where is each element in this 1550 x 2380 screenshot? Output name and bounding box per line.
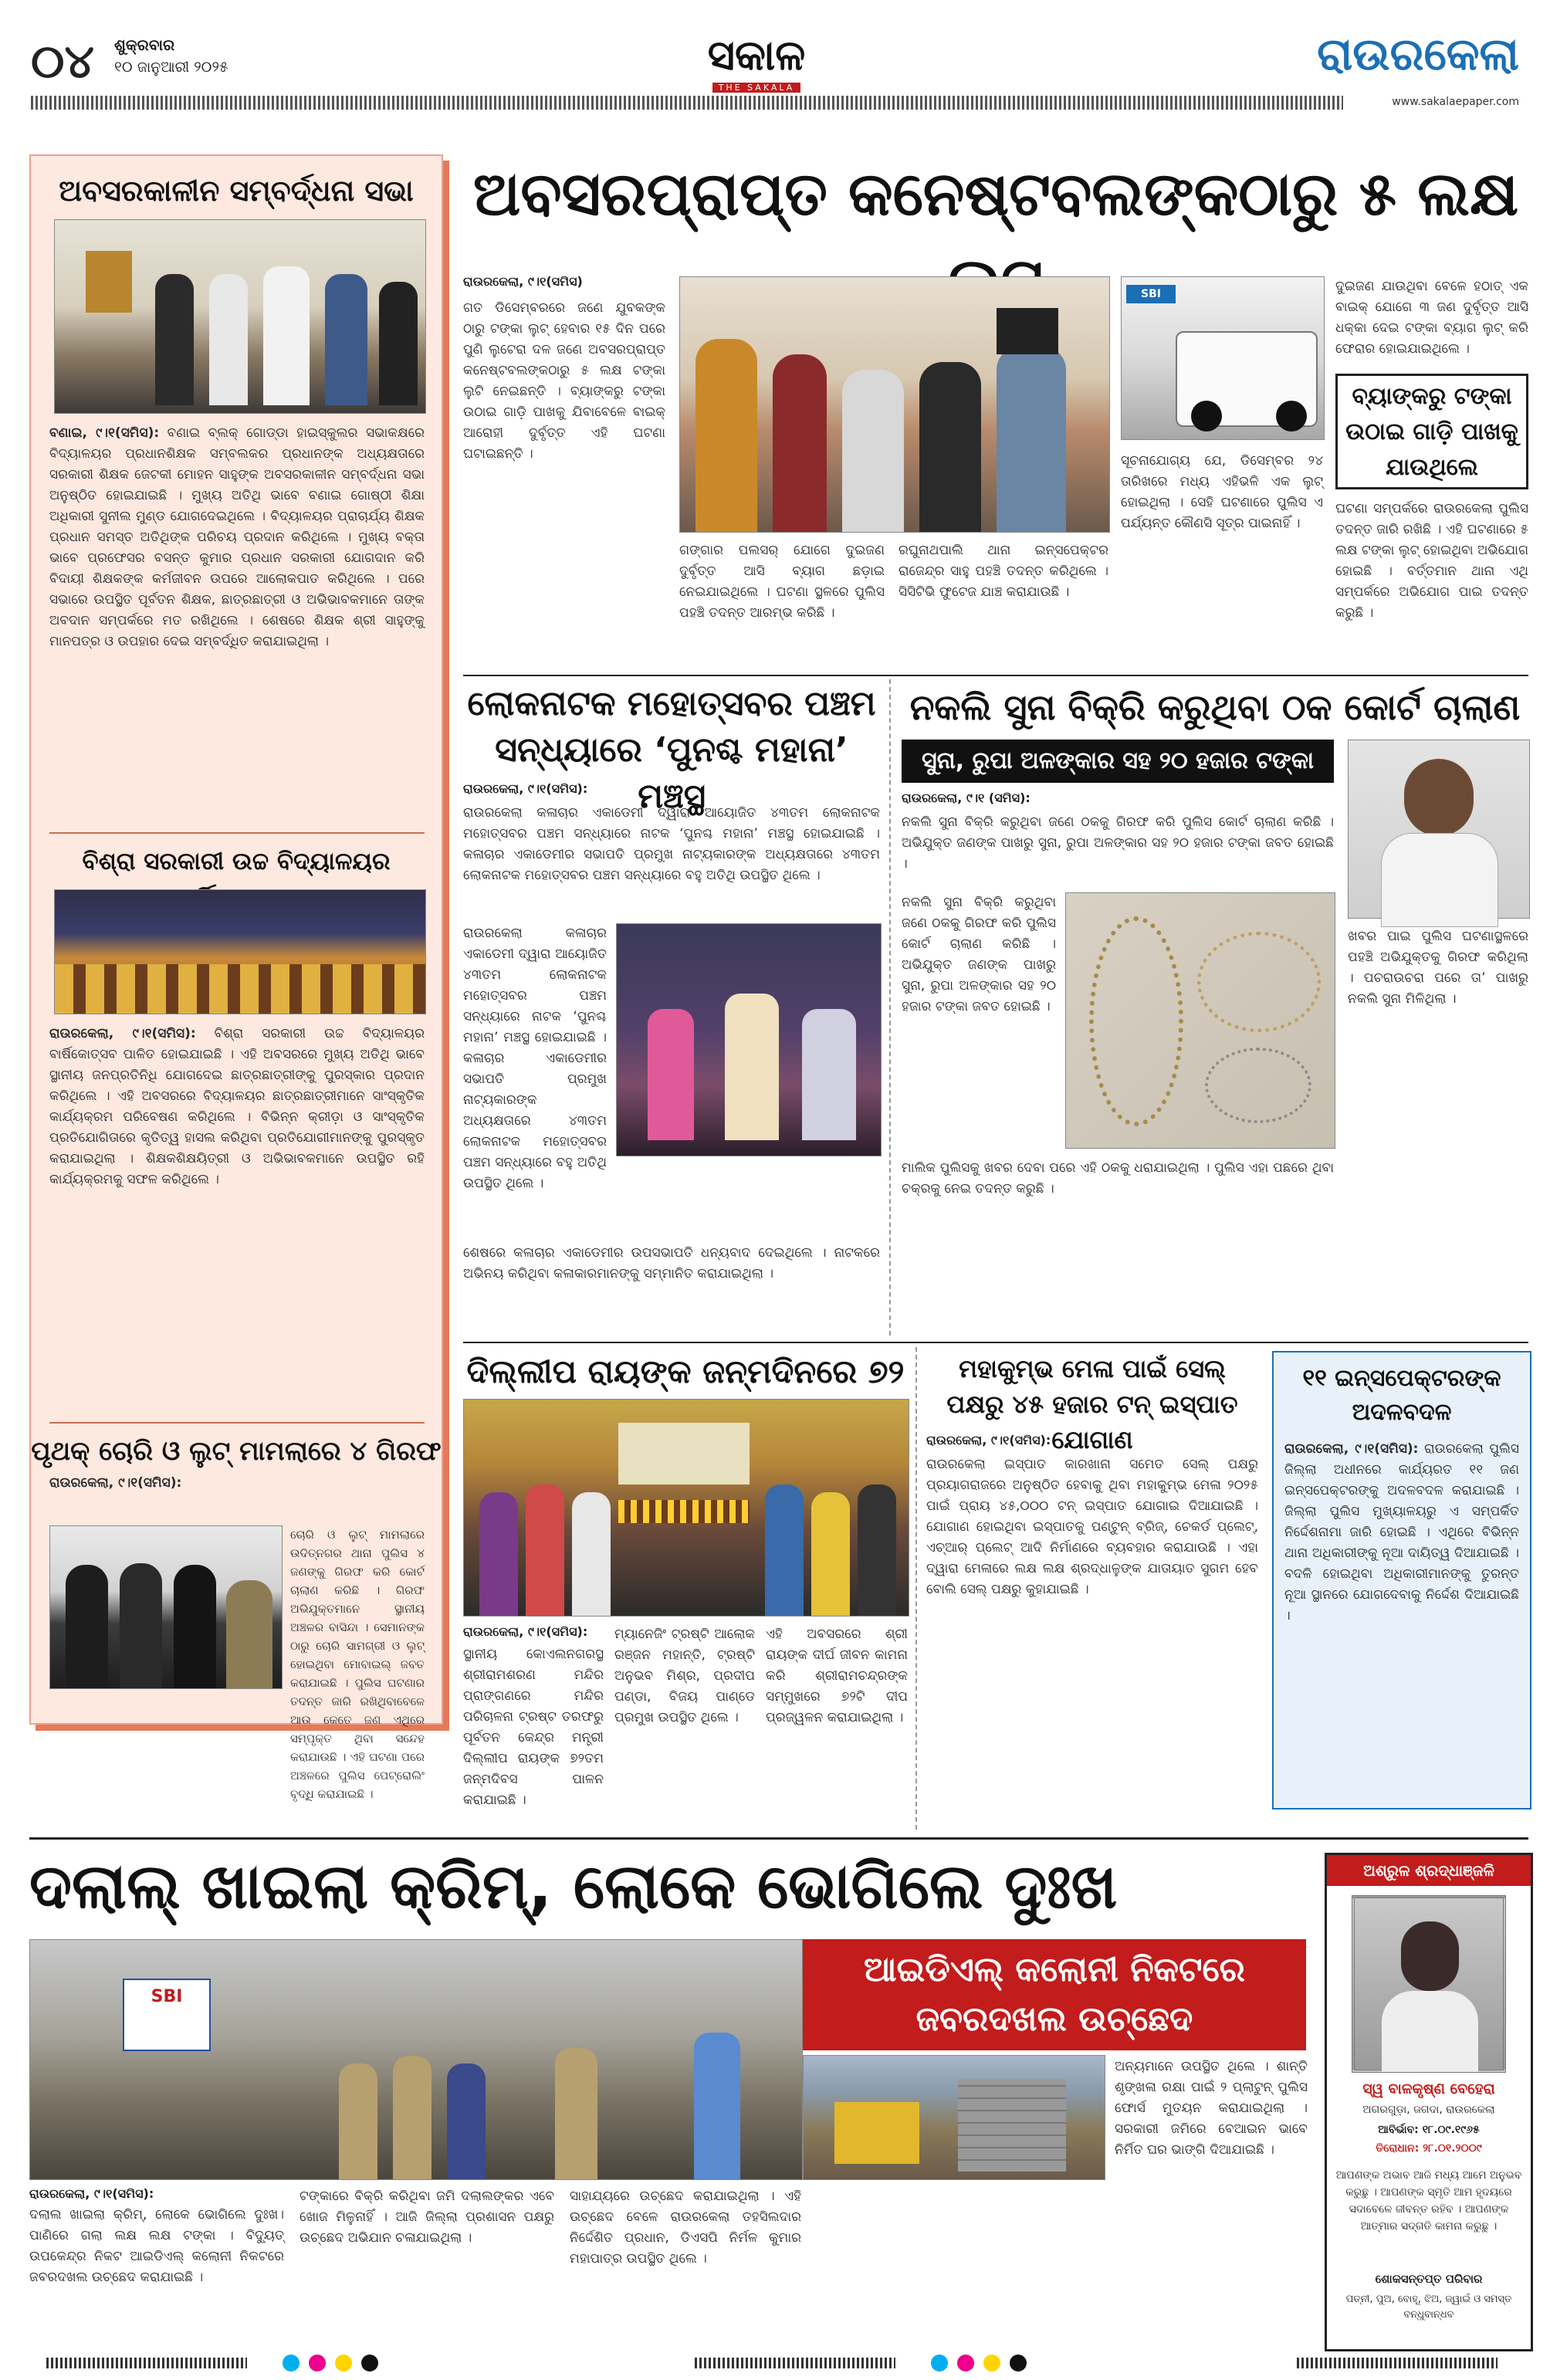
column-rule [889,679,891,1336]
arrest-photo [49,1525,283,1689]
lokanatak-body-top: ରାଉରକେଲା କଳାଚାର ଏକାଡେମୀ ଦ୍ୱାରା ଆୟୋଜିତ ୪୩ତମ ଲୋକନାଟକ ମହୋତ୍ସବର ପଞ୍ଚମ ସନ୍ଧ୍ୟାରେ ନାଟକ ‘ପୁନଶ୍ଚ ମହାନା’ ମଞ୍ଚସ୍ଥ ହୋଇଯାଇଛି । କଳାଚାର ଏକାଡେମୀର ସଭାପତି ପ୍ରମୁଖ ନାଟ୍ୟକାରଙ୍କ ଅଧ୍ୟକ୍ଷତାରେ ୪୩ତମ ଲୋକନାଟକ ମହୋତ୍ସବର ପଞ୍ଚମ ସନ୍ଧ୍ୟାରେ ବହୁ ଅତିଥି ଉପସ୍ଥିତ ଥିଲେ । [463,805,880,883]
story-body: ବଣାଇ ବ୍ଲକ୍ ଗୋଡ୍ଡା ହାଇସ୍କୁଲର ସଭାକକ୍ଷରେ ବିଦ୍ୟାଳୟର ପ୍ରଧାନଶିକ୍ଷକ ସମ୍ବଲକର ପ୍ରଧାନଙ୍କ ଅଧ୍ୟକ୍ଷତାରେ ସରକାରୀ ଶିକ୍ଷକ ଜେଟକୀ ମୋହନ ସାହୁଙ୍କ ଅବସରକାଳୀନ ସମ୍ବର୍ଦ୍ଧନା ସଭା ଅନୁଷ୍ଠିତ ହୋଇଯାଇଛି । ମୁଖ୍ୟ ଅତିଥି ଭାବେ ବଣାଇ ଗୋଷ୍ଠୀ ଶିକ୍ଷା ଅଧିକାରୀ ସୁନୀଲ ମୁଣ୍ଡ ଯୋଗଦେଇଥିଲେ । ବିଦ୍ୟାଳୟର ପ୍ରାଚାର୍ଯ୍ୟ ଶିକ୍ଷକ ପ୍ରଧାନ ସମସ୍ତ ଅତିଥିଙ୍କ ପରିଚୟ ପ୍ରଦାନ କରିଥିଲେ । ମୁଖ୍ୟ ବକ୍ତା ଭାବେ ପ୍ରଫେସର ବସନ୍ତ କୁମାର ପ୍ରଧାନ ସରକାରୀ ଯୋଗଦାନ କରି ବିଦାୟୀ ଶିକ୍ଷକଙ୍କ କର୍ମଜୀବନ ଉପରେ ଆଲୋକପାତ କରିଥିଲେ । ପରେ ସଭାରେ ଉପସ୍ଥିତ ପୂର୍ବତନ ଶିକ୍ଷକ, ଛାତ୍ରଛାତ୍ରୀ ଓ ଅଭିଭାବକମାନେ ତାଙ୍କ ଅବଦାନ ସମ୍ପର୍କରେ ମତ ରଖିଥିଲେ । ଶେଷରେ ଶିକ୍ଷକ ଶ୍ରୀ ସାହୁଙ୍କୁ ମାନପତ୍ର ଓ ଉପହାର ଦେଇ ସମ୍ବର୍ଦ୍ଧିତ କରାଯାଇଥିଲା । [49,425,425,649]
bottom-headline: ଦଲାଲ୍ ଖାଇଲା କ୍ରିମ୍, ଲୋକେ ଭୋଗିଲେ ଦୁଃଖ [29,1850,1118,1922]
top-story-col5: ଦୁଇଜଣ ଯାଉଥିବା ବେଳେ ହଠାତ୍ ଏକ ବାଇକ୍ ଯୋଗେ ୩ ଜଣ ଦୁର୍ବୃତ୍ତ ଆସି ଧକ୍କା ଦେଇ ଟଙ୍କା ବ୍ୟାଗ ଲୁଟ୍ କରି ଫେରାର ହୋଇଯାଇଥିଲେ । [1335,279,1528,357]
transfer-headline: ୧୧ ଇନ୍ସପେକ୍ଟରଙ୍କ ଅଦଳବଦଳ [1302,1365,1501,1426]
obituary-family-title: ଶୋକସନ୍ତପ୍ତ ପରିବାର [1375,2272,1483,2286]
top-headline: ଅବସରପ୍ରାପ୍ତ କନେଷ୍ଟବଲଙ୍କଠାରୁ ୫ ଲକ୍ଷ [472,160,1519,229]
obituary-place: ଅଗରଗୁଡ଼ା, ଜଗଦା, ରାଉରକେଲା [1362,2104,1495,2116]
brand-subtitle: THE SAKALA [712,83,801,93]
fake-gold-col-narrow: ନକଲି ସୁନା ବିକ୍ରି କରୁଥିବା ଜଣେ ଠକକୁ ଗିରଫ କରି ପୁଲିସ କୋର୍ଟ ଚାଲାଣ କରିଛି । ଅଭିଯୁକ୍ତ ଜଣଙ୍କ ପାଖରୁ ସୁନା, ରୁପା ଅଳଙ୍କାର ସହ ୨୦ ହଜାର ଟଙ୍କା ଜବତ ହୋଇଛି । [902,895,1056,1014]
shop-sign: SBI [123,1979,211,2051]
diya-headline: ଦିଲ୍ଲୀପ ରାୟଙ୍କ ଜନ୍ମଦିନରେ ୭୨ [466,1353,905,1390]
obituary-family: ପତ୍ନୀ, ପୁଅ, ବୋହୂ, ଝିଅ, ଜ୍ୱାଇଁ ଓ ସମସ୍ତ ବନ୍ଧୁବାନ୍ଧବ [1345,2294,1512,2321]
lokanatak-body-left: ରାଉରକେଲା କଳାଚାର ଏକାଡେମୀ ଦ୍ୱାରା ଆୟୋଜିତ ୪୩ତମ ଲୋକନାଟକ ମହୋତ୍ସବର ପଞ୍ଚମ ସନ୍ଧ୍ୟାରେ ନାଟକ ‘ପୁନଶ୍ଚ ମହାନା’ ମଞ୍ଚସ୍ଥ ହୋଇଯାଇଛି । କଳାଚାର ଏକାଡେମୀର ସଭାପତି ପ୍ରମୁଖ ନାଟ୍ୟକାରଙ୍କ ଅଧ୍ୟକ୍ଷତାରେ ୪୩ତମ ଲୋକନାଟକ ମହୋତ୍ସବର ପଞ୍ଚମ ସନ୍ଧ୍ୟାରେ ବହୁ ଅତିଥି ଉପସ୍ଥିତ ଥିଲେ । [463,926,607,1191]
bottom-col4: ଅନ୍ୟମାନେ ଉପସ୍ଥିତ ଥିଲେ । ଶାନ୍ତି ଶୃଙ୍ଖଳା ରକ୍ଷା ପାଇଁ ୨ ପ୍ଲାଟୁନ୍ ପୁଲିସ ଫୋର୍ସ ମୁତୟନ କରାଯାଇଥିଲା । ସରକାରୀ ଜମିରେ ବେଆଇନ ଭାବେ ନିର୍ମିତ ଘର ଭାଙ୍ଗି ଦିଆଯାଇଛି । [1115,2059,1308,2158]
steel-dateline: ରାଉରକେଲା, ୯।୧(ସମିସ): [926,1433,1051,1447]
obituary-name: ସ୍ୱ ବାଳକୃଷ୍ଣ ବେହେରା [1362,2080,1495,2097]
transfer-box [1272,1351,1531,1810]
dateline: ରାଉରକେଲା, ୯।୧(ସମିସ): [49,1475,182,1491]
school-function-photo [54,889,426,1014]
fake-gold-body: ନକଲି ସୁନା ବିକ୍ରି କରୁଥିବା ଜଣେ ଠକକୁ ଗିରଫ କରି ପୁଲିସ କୋର୍ଟ ଚାଲାଣ କରିଛି । ଅଭିଯୁକ୍ତ ଜଣଙ୍କ ପାଖରୁ ସୁନା, ରୁପା ଅଳଙ୍କାର ସହ ୨୦ ହଜାର ଟଙ୍କା ଜବତ ହୋଇଛି । [902,814,1334,872]
page-number: ୦୪ [31,35,94,89]
section-rule [463,675,1528,676]
drama-stage-photo [616,923,882,1156]
sidebar-headline-1: ଅବସରକାଳୀନ ସମ୍ବର୍ଦ୍ଧନା ସଭା [59,174,414,208]
obituary-text: ଆପଣଙ୍କ ଅଭାବ ଆଜି ମଧ୍ୟ ଆମେ ଅନୁଭବ କରୁଛୁ । ଆପଣଙ୍କ ସ୍ମୃତି ଆମ ହୃଦୟରେ ସଦାବେଳେ ଜୀବନ୍ତ ରହିବ । ଆପଣଙ୍କ ଆତ୍ମାର ସଦ୍ଗତି କାମନା କରୁଛୁ । [1335,2169,1522,2233]
edition-name: ରାଉରକେଲା [1317,28,1519,80]
website-link[interactable]: www.sakalaepaper.com [1392,96,1519,108]
sidebar-story-3-text [49,1473,425,1519]
fake-gold-body-bottom: ମାଲିକ ପୁଲିସକୁ ଖବର ଦେବା ପରେ ଏହି ଠକକୁ ଧରାଯାଇଥିଲା । ପୁଲିସ ଏହା ପଛରେ ଥିବା ଚକ୍ରକୁ ନେଇ ତଦନ୍ତ କରୁଛି । [902,1160,1334,1197]
dateline: ରାଉରକେଲା, ୯।୧(ସମିସ): [1284,1441,1419,1457]
top-story-col3: ରଘୁନାଥପାଲି ଥାନା ଇନ୍ସପେକ୍ଟର ରାଜେନ୍ଦ୍ର ସାହୁ ପହଞ୍ଚି ତଦନ୍ତ କରିଥିଲେ । ସିସିଟିଭି ଫୁଟେଜ ଯାଞ୍ଚ କରାଯାଉଛି । [899,543,1108,600]
sidebar-story-3-body: ଚୋରି ଓ ଲୁଟ୍ ମାମଲାରେ ଉଦିତ୍‌ନଗର ଥାନା ପୁଲିସ ୪ ଜଣଙ୍କୁ ଗିରଫ କରି କୋର୍ଟ ଚାଲାଣ କରିଛି । ଗିରଫ ଅଭିଯୁକ୍ତମାନେ ସ୍ଥାନୀୟ ଅଞ୍ଚଳର ବାସିନ୍ଦା । ସେମାନଙ୍କ ଠାରୁ ଚୋରି ସାମଗ୍ରୀ ଓ ଲୁଟ୍ ହୋଇଥିବା ମୋବାଇଲ୍ ଜବତ କରାଯାଇଛି । ପୁଲିସ ଘଟଣାର ତଦନ୍ତ ଜାରି ରଖିଥିବାବେଳେ ଆଉ କେତେ ଜଣ ଏଥିରେ ସମ୍ପୃକ୍ତ ଥିବା ସନ୍ଦେହ କରାଯାଉଛି । ଏହି ଘଟଣା ପରେ ଅଞ୍ଚଳରେ ପୁଲିସ ପେଟ୍ରୋଲିଂ ବୃଦ୍ଧି କରାଯାଇଛି । [290,1528,425,1801]
issue-day: ଶୁକ୍ରବାର [114,36,175,54]
obituary-photo [1352,1895,1506,2073]
masthead-stripe [31,96,1343,110]
sidebar-headline-2: ବିଶ୍ରା ସରକାରୀ ଉଚ୍ଚ ବିଦ୍ୟାଳୟର [82,848,391,875]
brand-logo [664,32,849,93]
obituary-title: ଅଶ୍ରୁଳ ଶ୍ରଦ୍ଧାଞ୍ଜଳି [1327,1855,1531,1886]
fake-gold-body-right: ଖବର ପାଇ ପୁଲିସ ଘଟଣାସ୍ଥଳରେ ପହଞ୍ଚି ଅଭିଯୁକ୍ତକୁ ଗିରଫ କରିଥିଲା । ପଚରାଉଚରା ପରେ ତା’ ପାଖରୁ ନକଲି ସୁନା ମିଳିଥିଲା । [1348,929,1528,1007]
column-rule [915,1347,917,1830]
top-story-dateline: ରାଉରକେଲା, ୯।୧(ସମିସ) [463,274,583,289]
dateline: ରାଉରକେଲା, ୯।୧(ସମିସ): [49,1026,196,1041]
section-rule [29,1837,1528,1840]
steel-body: ରାଉରକେଲା ଇସ୍ପାତ କାରଖାନା ସମେତ ସେଲ୍ ପକ୍ଷରୁ ପ୍ରୟାଗରାଜରେ ଅନୁଷ୍ଠିତ ହେବାକୁ ଥିବା ମହାକୁମ୍ଭ ମେଳା ୨୦୨୫ ପାଇଁ ପ୍ରାୟ ୪୫,୦୦୦ ଟନ୍ ଇସ୍ପାତ ଯୋଗାଇ ଦିଆଯାଇଛି । ଯୋଗାଣ ହୋଇଥିବା ଇସ୍ପାତକୁ ପଣ୍ଟୁନ୍ ବ୍ରିଜ୍, ଚେକର୍ଡ ପ୍ଲେଟ୍, ଏଚ୍‌ଆର୍ ପ୍ଲେଟ୍ ଆଦି ନିର୍ମାଣରେ ବ୍ୟବହାର କରାଯାଉଛି । ଏହା ଦ୍ୱାରା ମେଳାରେ ଲକ୍ଷ ଲକ୍ଷ ଶ୍ରଦ୍ଧାଳୁଙ୍କ ଯାତାୟାତ ସୁଗମ ହେବ ବୋଲି ସେଲ୍ ପକ୍ଷରୁ କୁହାଯାଇଛି । [926,1457,1258,1597]
steel-headline: ମହାକୁମ୍ଭ ମେଳା ପାଇଁ ସେଲ୍ ପକ୍ଷରୁ ୪୫ ହଜାର ଟନ୍ ଇସ୍ପାତ ଯୋଗାଣ [946,1354,1238,1454]
bottom-col1: ଦଲାଲ ଖାଇଲା କ୍ରିମ୍, ଲୋକେ ଭୋଗିଲେ ଦୁଃଖ। ପାଣିରେ ଗଲା ଲକ୍ଷ ଲକ୍ଷ ଟଙ୍କା । ବିଦ୍ୟୁତ୍ ଉପକେନ୍ଦ୍ର ନିକଟ ଆଇଡିଏଲ୍ କଲୋନୀ ନିକଟରେ ଜବରଦଖଲ ଉଚ୍ଛେଦ କରାଯାଇଛି । [29,2207,284,2285]
sidebar-divider [49,832,425,834]
left-sidebar [29,154,443,1801]
sidebar-divider [49,1422,425,1424]
diya-dateline: ରାଉରକେଲା, ୯।୧(ସମିସ): [463,1624,588,1639]
seized-jewellery-photo [1065,892,1335,1149]
sbi-sign: SBI [1126,285,1176,303]
story-body: ରାଉରକେଲା ପୁଲିସ ଜିଲ୍ଲା ଅଧୀନରେ କାର୍ଯ୍ୟରତ ୧୧ ଜଣ ଇନ୍ସପେକ୍ଟରଙ୍କୁ ଅଦଳବଦଳ କରାଯାଇଛି । ଜିଲ୍ଲା ପୁଲିସ ମୁଖ୍ୟାଳୟରୁ ଏ ସମ୍ପର୍କିତ ନିର୍ଦ୍ଦେଶନାମା ଜାରି ହୋଇଛି । ଏଥିରେ ବିଭିନ୍ନ ଥାନା ଅଧିକାରୀଙ୍କୁ ନୂଆ ଦାୟିତ୍ୱ ଦିଆଯାଇଛି । ବଦଳି ହୋଇଥିବା ଅଧିକାରୀମାନଙ୍କୁ ତୁରନ୍ତ ନୂଆ ସ୍ଥାନରେ ଯୋଗଦେବାକୁ ନିର୍ଦ୍ଦେଶ ଦିଆଯାଇଛି । [1284,1441,1519,1623]
brand-name: ସକାଳ [707,31,806,80]
sidebar-story-1-text [49,423,425,817]
diya-col2: ମ୍ୟାନେଜିଂ ଟ୍ରଷ୍ଟି ଆଲୋକ ରଞ୍ଜନ ମହାନ୍ତି, ଟ୍ରଷ୍ଟି ଅନୁଭବ ମିଶ୍ର, ପ୍ରଦୀପ ପଣ୍ଡା, ବିଜୟ ପାଣ୍ଡେ ପ୍ରମୁଖ ଉପସ୍ଥିତ ଥିଲେ । [614,1627,755,1725]
section-rule [463,1342,1528,1343]
demolition-photo-1 [29,1939,803,2180]
diya-col1: ସ୍ଥାନୀୟ କୋଏଲନଗରସ୍ଥ ଶ୍ରୀରାମଶରଣ ମନ୍ଦିର ପ୍ରାଙ୍ଗଣରେ ମନ୍ଦିର ପରିଚାଳନା ଟ୍ରଷ୍ଟ ତରଫରୁ ପୂର୍ବତନ କେନ୍ଦ୍ର ମନ୍ତ୍ରୀ ଦିଲ୍ଲୀପ ରାୟଙ୍କ ୭୨ତମ ଜନ୍ମଦିବସ ପାଳନ କରାଯାଇଛି । [463,1647,604,1808]
top-story-col1: ଗତ ଡିସେମ୍ବରରେ ଜଣେ ଯୁବକଙ୍କ ଠାରୁ ଟଙ୍କା ଲୁଟ୍ ହେବାର ୧୫ ଦିନ ପରେ ପୁଣି ଲୁଟେରା ଦଳ ଜଣେ ଅବସରପ୍ରାପ୍ତ କନେଷ୍ଟବଲଙ୍କଠାରୁ ୫ ଲକ୍ଷ ଟଙ୍କା ଲୁଟି ନେଇଛନ୍ତି । ବ୍ୟାଙ୍କରୁ ଟଙ୍କା ଉଠାଇ ଗାଡ଼ି ପାଖକୁ ଯିବାବେଳେ ବାଇକ୍ ଆରୋହୀ ଦୁର୍ବୃତ୍ତ ଏହି ଘଟଣା ଘଟାଇଛନ୍ତି । [463,300,665,462]
top-story-col4: ସୂଚନାଯୋଗ୍ୟ ଯେ, ଡିସେମ୍ବର ୨୪ ତାରିଖରେ ମଧ୍ୟ ଏହିଭଳି ଏକ ଲୁଟ୍ ହୋଇଥିଲା । ସେହି ଘଟଣାରେ ପୁଲିସ ଏ ପର୍ଯ୍ୟନ୍ତ କୌଣସି ସୂତ୍ର ପାଇନାହିଁ । [1121,453,1323,531]
diya-col3: ଏହି ଅବସରରେ ଶ୍ରୀ ରାୟଙ୍କ ଦୀର୍ଘ ଜୀବନ କାମନା କରି ଶ୍ରୀରାମଚନ୍ଦ୍ରଙ୍କ ସମ୍ମୁଖରେ ୭୨ଟି ଦୀପ ପ୍ରଜ୍ୱଳନ କରାଯାଇଥିଲା । [766,1627,908,1725]
dateline: ବଣାଇ, ୯।୧(ସମିସ): [49,425,160,441]
obituary-born: ଆବିର୍ଭାବ: ୧୮.୦୯.୧୯୬୫ [1378,2124,1480,2136]
transfer-text [1284,1439,1519,1797]
bottom-dateline: ରାଉରକେଲା, ୯।୧(ସମିସ): [29,2186,154,2201]
print-registration-bar [0,2351,1550,2375]
bottom-col2: ଟଙ୍କାରେ ବିକ୍ରି କରିଥିବା ଜମି ଦଲାଲଙ୍କର ଏବେ ଖୋଜ ମିଳୁନାହିଁ । ଆଜି ଜିଲ୍ଲା ପ୍ରଶାସନ ପକ୍ଷରୁ ଉଚ୍ଛେଦ ଅଭିଯାନ ଚଳାଯାଇଥିଲା । [300,2189,554,2246]
fake-gold-headline: ନକଲି ସୁନା ବିକ୍ରି କରୁଥିବା ଠକ କୋର୍ଟ ଚାଲାଣ [909,686,1521,728]
sidebar-story-2-text [49,1024,425,1410]
bank-photo [1121,276,1325,440]
story-body: ବିଶ୍ରା ସରକାରୀ ଉଚ୍ଚ ବିଦ୍ୟାଳୟର ବାର୍ଷିକୋତ୍ସବ ପାଳିତ ହୋଇଯାଇଛି । ଏହି ଅବସରରେ ମୁଖ୍ୟ ଅତିଥି ଭାବେ ସ୍ଥାନୀୟ ଜନପ୍ରତିନିଧି ଯୋଗଦେଇ ଛାତ୍ରଛାତ୍ରୀଙ୍କୁ ପୁରସ୍କାର ପ୍ରଦାନ କରିଥିଲେ । ଏହି ଅବସରରେ ବିଦ୍ୟାଳୟର ଛାତ୍ରଛାତ୍ରୀମାନେ ସାଂସ୍କୃତିକ କାର୍ଯ୍ୟକ୍ରମ ପରିବେଷଣ କରିଥିଲେ । ବିଭିନ୍ନ କ୍ରୀଡ଼ା ଓ ସାଂସ୍କୃତିକ ପ୍ରତିଯୋଗିତାରେ କୃତିତ୍ୱ ହାସଲ କରିଥିବା ପ୍ରତିଯୋଗୀମାନଙ୍କୁ ପୁରସ୍କୃତ କରାଯାଇଥିଲା । ଶିକ୍ଷକଶିକ୍ଷୟିତ୍ରୀ ଓ ଅଭିଭାବକମାନେ ଉପସ୍ଥିତ ରହି କାର୍ଯ୍ୟକ୍ରମକୁ ସଫଳ କରିଥିଲେ । [49,1026,425,1187]
accused-photo [1348,740,1530,919]
bank-box-title: ବ୍ୟାଙ୍କରୁ ଟଙ୍କା ଉଠାଇ ଗାଡ଼ି ପାଖକୁ ଯାଉଥିଲେ [1335,374,1528,489]
felicitation-photo [54,219,426,414]
demolition-photo-2 [803,2055,1105,2180]
top-story-col2: ଗଙ୍ଗାର ପଲସର୍ ଯୋଗେ ଦୁଇଜଣ ଦୁର୍ବୃତ୍ତ ଆସି ବ୍ୟାଗ ଛଡ଼ାଇ ନେଇଯାଇଥିଲେ । ଘଟଣା ସ୍ଥଳରେ ପୁଲିସ ପହଞ୍ଚି ତଦନ୍ତ ଆରମ୍ଭ କରିଛି । [679,543,885,621]
top-story-col5b: ଘଟଣା ସମ୍ପର୍କରେ ରାଉରକେଲା ପୁଲିସ ତଦନ୍ତ ଜାରି ରଖିଛି । ଏହି ଘଟଣାରେ ୫ ଲକ୍ଷ ଟଙ୍କା ଲୁଟ୍ ହୋଇଥିବା ଅଭିଯୋଗ ହୋଇଛି । ବର୍ତ୍ତମାନ ଥାନା ଏଥି ସମ୍ପର୍କରେ ଅଭିଯୋଗ ପାଇ ତଦନ୍ତ କରୁଛି । [1335,501,1528,621]
obituary-died: ତିରୋଧାନ: ୨୮.୦୧.୨୦୦୯ [1376,2142,1482,2155]
masthead [31,28,1519,108]
obituary-box [1325,1853,1533,2351]
sidebar-headline-3: ପୃଥକ୍ ଚୋରି ଓ ଲୁଟ୍ ମାମଲାରେ ୪ ଗିରଫ [31,1436,442,1467]
fake-gold-dateline: ରାଉରକେଲା, ୯।୧ (ସମିସ): [902,791,1031,805]
victim-meeting-photo [679,276,1110,533]
bottom-col3: ସାହାଯ୍ୟରେ ଉଚ୍ଛେଦ କରାଯାଇଥିଲା । ଏହି ଉଚ୍ଛେଦ ବେଳେ ରାଉରକେଲା ତହସିଲଦାର ନିର୍ଦ୍ଦେଶିତ ପ୍ରଧାନ, ଡିଏସପି ନିର୍ମଳ କୁମାର ମହାପାତ୍ର ଉପସ୍ଥିତ ଥିଲେ । [570,2189,801,2267]
diya-lighting-photo [463,1399,909,1617]
lokanatak-dateline: ରାଉରକେଲା, ୯।୧(ସମିସ): [463,781,588,796]
fake-gold-subhead: ସୁନା, ରୁପା ଅଳଙ୍କାର ସହ ୨୦ ହଜାର ଟଙ୍କା ଜବତ [902,740,1334,783]
lokanatak-headline: ଲୋକନାଟକ ମହୋତ୍ସବର ପଞ୍ଚମ ସନ୍ଧ୍ୟାରେ ‘ପୁନଶ୍ଚ ମହାନା’ ମଞ୍ଚସ୍ଥ [467,684,876,816]
lokanatak-body-bottom: ଶେଷରେ କଳାଚାର ଏକାଡେମୀର ଉପସଭାପତି ଧନ୍ୟବାଦ ଦେଇଥିଲେ । ନାଟକରେ ଅଭିନୟ କରିଥିବା କଳାକାରମାନଙ୍କୁ ସମ୍ମାନିତ କରାଯାଇଥିଲା । [463,1245,880,1281]
issue-date: ୧୦ ଜାନୁଆରୀ ୨୦୨୫ [114,59,228,76]
bottom-subhead: ଆଇଡିଏଲ୍ କଲୋନୀ ନିକଟରେ ଜବରଦଖଲ ଉଚ୍ଛେଦ [803,1939,1306,2050]
